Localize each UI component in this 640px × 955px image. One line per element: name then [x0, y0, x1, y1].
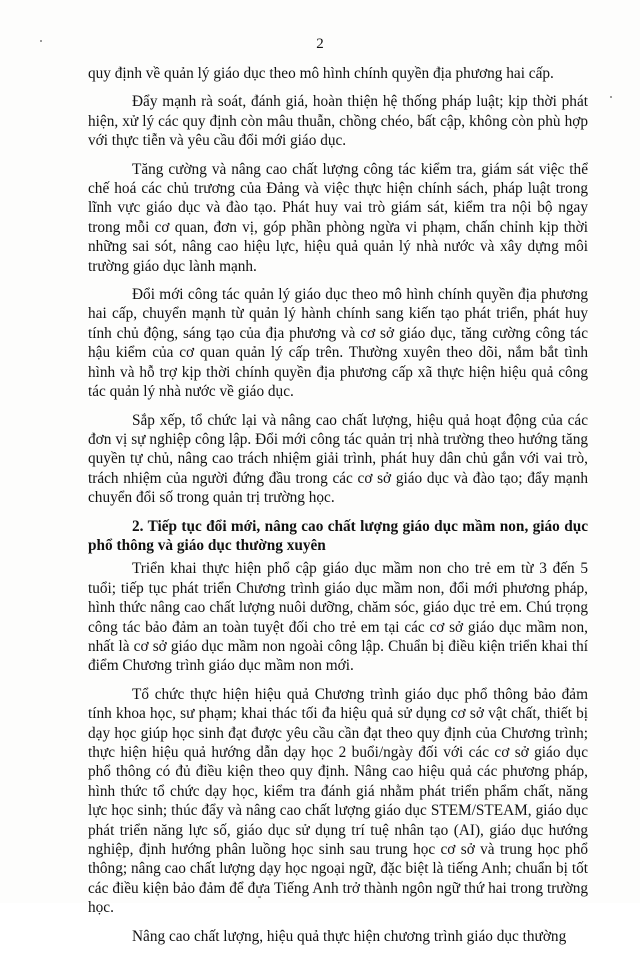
paragraph: Nâng cao chất lượng, hiệu quả thực hiện chương trình giáo dục thường [132, 927, 567, 945]
paragraph: Tăng cường và nâng cao chất lượng công tác kiểm tra, giám sát việc thể chế hoá các chủ trương của Đảng và việc thực hiện chính sách, pháp luật trong lĩnh vực giáo dục và đào tạo. Phát huy vai trò giám sát, kiểm tra nội bộ ngay trong mỗi cơ quan, đơn vị, góp phần phòng ngừa vi phạm, chấn chỉnh kịp thời những sai sót, nâng cao hiệu lực, hiệu quả quản lý nhà nước và xây dựng môi trường giáo dục lành mạnh. [88, 160, 588, 275]
paragraph: Triển khai thực hiện phổ cập giáo dục mầm non cho trẻ em từ 3 đến 5 tuổi; tiếp tục phát triển Chương trình giáo dục mầm non, đổi mới phương pháp, hình thức nâng cao chất lượng nuôi dưỡng, chăm sóc, giáo dục trẻ em. Chú trọng công tác bảo đảm an toàn tuyệt đối cho trẻ em tại các cơ sở giáo dục mầm non, nhất là cơ sở giáo dục mầm non ngoài công lập. Chuẩn bị điều kiện triển khai thí điểm Chương trình giáo dục mầm non mới. [88, 560, 588, 675]
document-body [88, 64, 588, 955]
paragraph: Tổ chức thực hiện hiệu quả Chương trình giáo dục phổ thông bảo đảm tính khoa học, sư phạm; khai thác tối đa hiệu quả sử dụng cơ sở vật chất, thiết bị dạy học giúp học sinh đạt được yêu cầu cần đạt theo quy định của Chương trình; thực hiện hiệu quả hướng dẫn dạy học 2 buổi/ngày đối với các cơ sở giáo dục phổ thông có đủ điều kiện theo quy định. Nâng cao hiệu quả các phương pháp, hình thức tổ chức dạy học, kiểm tra đánh giá nhằm phát triển phẩm chất, năng lực học sinh; thúc đẩy và nâng cao chất lượng giáo dục STEM/STEAM, giáo dục phát triển năng lực số, giáo dục sử dụng trí tuệ nhân tạo (AI), giáo dục hướng nghiệp, định hướng phân luồng học sinh sau trung học cơ sở và trung học phổ thông; nâng cao chất lượng dạy học ngoại ngữ, đặc biệt là tiếng Anh; chuẩn bị tốt các điều kiện bảo đảm để đưa Tiếng Anh trở thành ngôn ngữ thứ hai trong trường học. [88, 685, 588, 917]
paragraph: Sắp xếp, tổ chức lại và nâng cao chất lượng, hiệu quả hoạt động của các đơn vị sự nghiệp công lập. Đổi mới công tác quản trị nhà trường theo hướng tăng quyền tự chủ, nâng cao trách nhiệm giải trình, phát huy dân chủ gắn với vai trò, trách nhiệm của người đứng đầu trong các cơ sở giáo dục và đào tạo; đẩy mạnh chuyển đổi số trong quản trị trường học. [88, 411, 588, 507]
paragraph: Đẩy mạnh rà soát, đánh giá, hoàn thiện hệ thống pháp luật; kịp thời phát hiện, xử lý các quy định còn mâu thuẫn, chồng chéo, bất cập, không còn phù hợp với thực tiễn và yêu cầu đổi mới giáo dục. [88, 93, 588, 150]
scan-mark [610, 96, 612, 98]
page-number: 2 [316, 36, 324, 52]
section-heading: 2. Tiếp tục đổi mới, nâng cao chất lượng giáo dục mầm non, giáo dục phổ thông và giáo dục thường xuyên [88, 517, 588, 554]
paragraph: quy định về quản lý giáo dục theo mô hình chính quyền địa phương hai cấp. [88, 65, 554, 82]
paragraph: Đổi mới công tác quản lý giáo dục theo mô hình chính quyền địa phương hai cấp, chuyển mạnh từ quản lý hành chính sang kiến tạo phát triển, phát huy tính chủ động, sáng tạo của địa phương và cơ sở giáo dục, tăng cường công tác hậu kiểm của cơ quan quản lý cấp trên. Thường xuyên theo dõi, nắm bắt tình hình và hỗ trợ kịp thời chính quyền địa phương cấp xã thực hiện hiệu quả công tác quản lý nhà nước về giáo dục. [88, 286, 588, 401]
